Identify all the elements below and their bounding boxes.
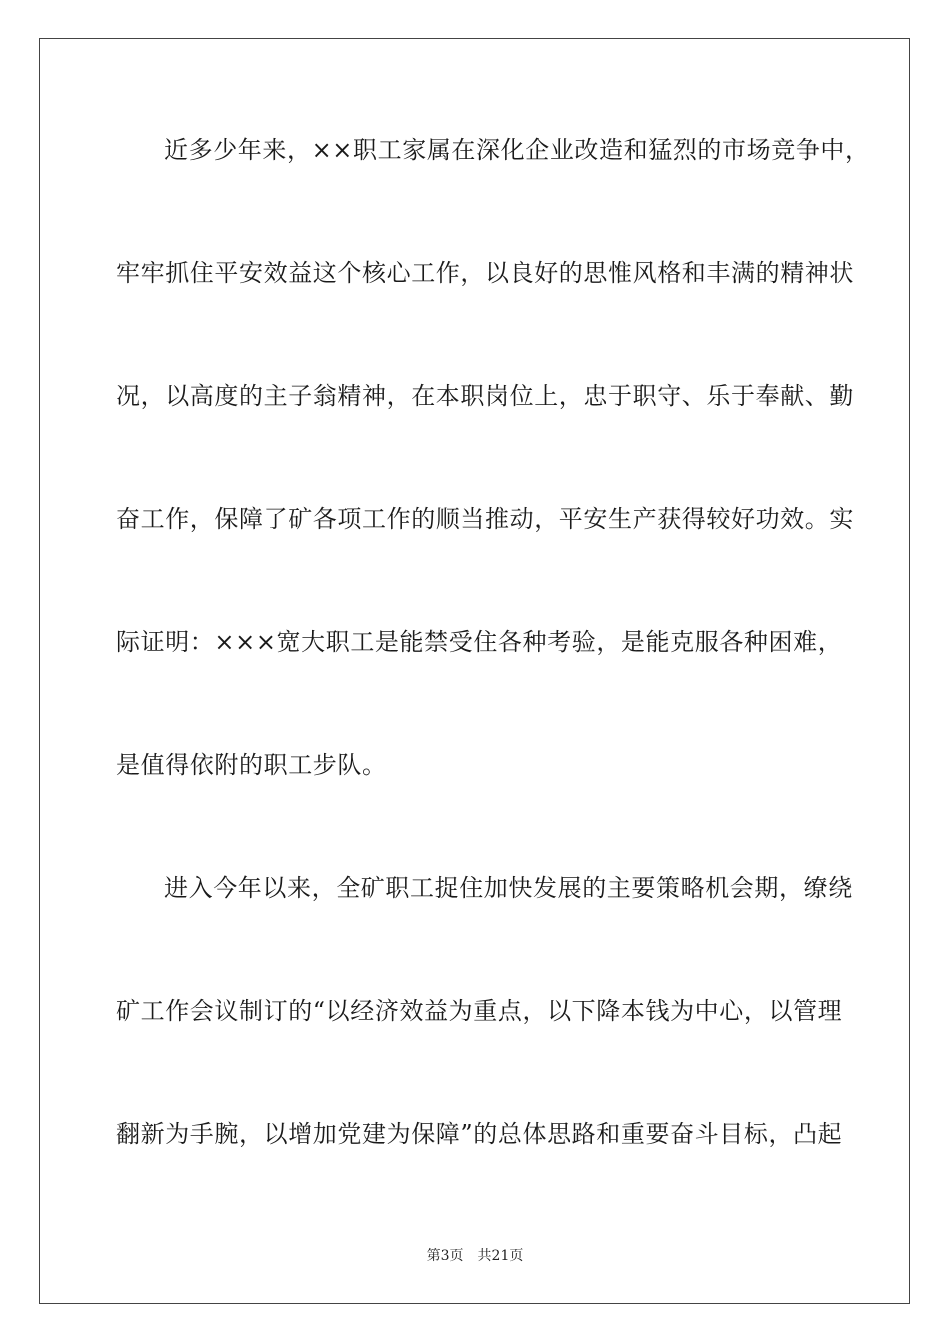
paragraph-1-line-2: 牢牢抓住平安效益这个核心工作，以良好的思惟风格和丰满的精神状	[116, 259, 854, 287]
paragraph-1-line-5: 际证明：×××宽大职工是能禁受住各种考验，是能克服各种困难，	[116, 628, 843, 656]
paragraph-2-line-1: 进入今年以来，全矿职工捉住加快发展的主要策略机会期，缭绕	[164, 874, 853, 902]
paragraph-2-line-2: 矿工作会议制订的“以经济效益为重点，以下降本钱为中心，以管理	[116, 997, 843, 1025]
paragraph-1-line-4: 奋工作，保障了矿各项工作的顺当推动，平安生产获得较好功效。实	[116, 505, 854, 533]
paragraph-1-line-6: 是值得依附的职工步队。	[116, 751, 387, 779]
page-border	[39, 38, 910, 1304]
page-number-footer: 第3页 共21页	[426, 1248, 524, 1264]
paragraph-1-line-1: 近多少年来，××职工家属在深化企业改造和猛烈的市场竞争中，	[164, 136, 870, 164]
paragraph-1-line-3: 况，以高度的主子翁精神，在本职岗位上，忠于职守、乐于奉献、勤	[116, 382, 854, 410]
paragraph-2-line-3: 翻新为手腕，以增加党建为保障”的总体思路和重要奋斗目标，凸起	[116, 1120, 843, 1148]
